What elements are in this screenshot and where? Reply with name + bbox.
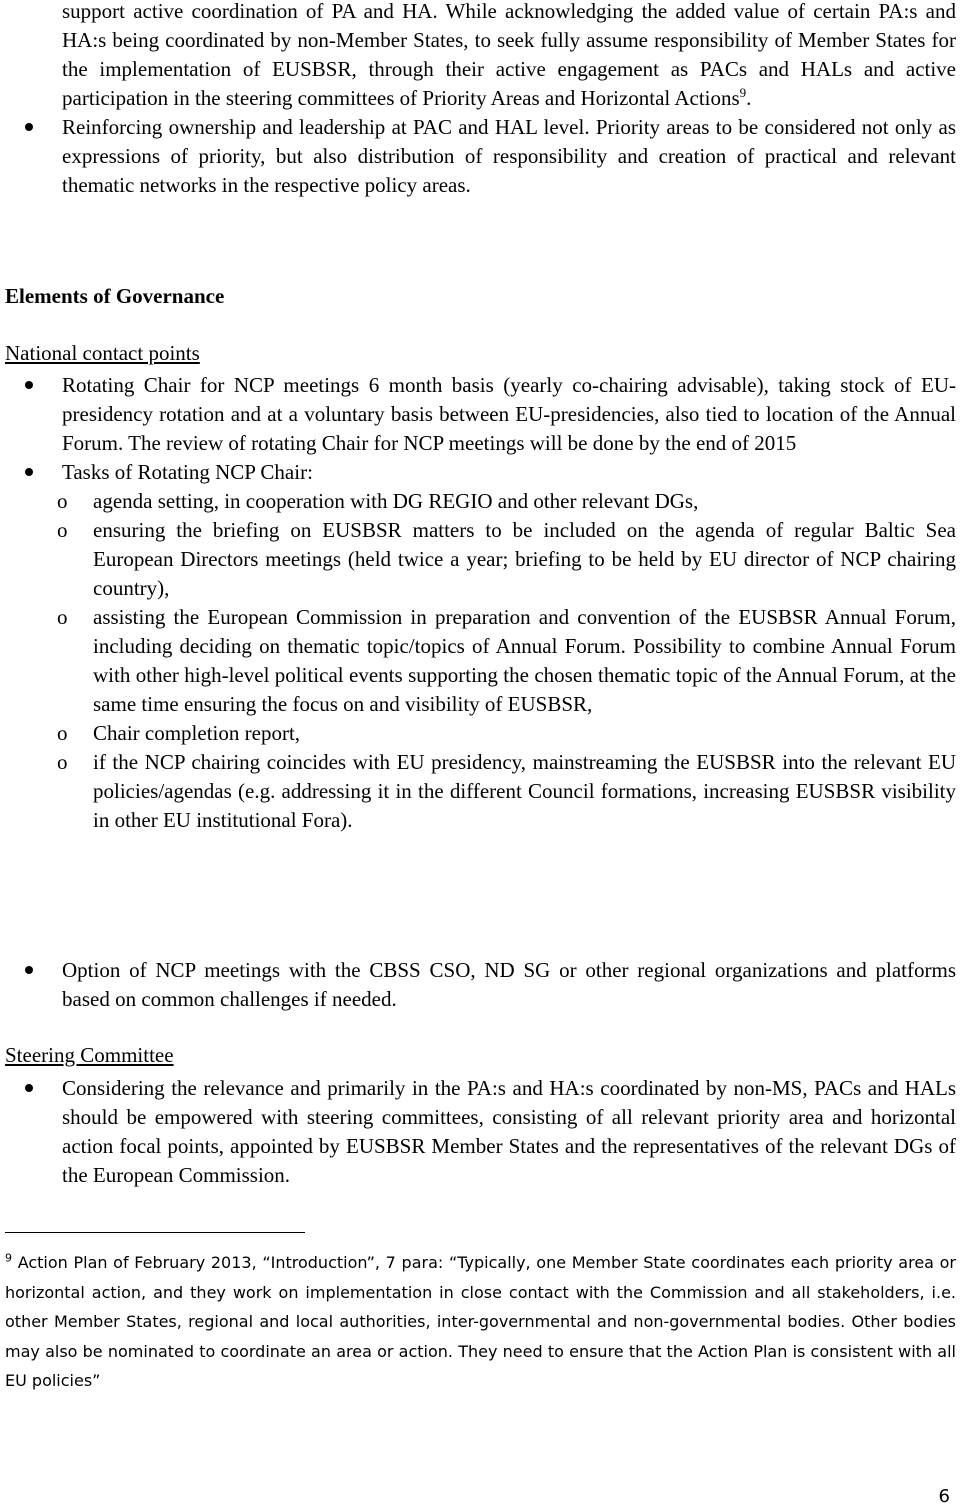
sub-bullet-marker: o	[57, 605, 68, 629]
top-bullet-list	[0, 0, 956, 200]
bullet-text: Tasks of Rotating NCP Chair:	[62, 460, 313, 484]
bullet-item-continuation	[0, 0, 956, 113]
bullet-text: support active coordination of PA and HA. While acknowledging the added value of certain PA:s and HA:s being coordinated by non-Member States, to seek fully assume responsibility of Member States for the implementation of EUSBSR, through their active engagement as PACs and HALs and active participation in the steering committees of Priority Areas and Horizontal Actions	[62, 0, 956, 110]
task-item: o agenda setting, in cooperation with DG REGIO and other relevant DGs,	[0, 487, 956, 516]
steering-bullet-list	[0, 1074, 956, 1190]
task-item: o assisting the European Commission in preparation and convention of the EUSBSR Annual Forum, including deciding on thematic topic/topics of Annual Forum. Possibility to combine Annual Forum with other high-level political events supporting the chosen thematic topic of the Annual Forum, at the same time ensuring the focus on and visibility of EUSBSR,	[57, 605, 956, 716]
ncp-bullet-option	[0, 956, 956, 1014]
task-item: o Chair completion report,	[0, 719, 956, 748]
footnote-separator	[5, 1232, 305, 1233]
sub-bullet-marker: o	[57, 750, 68, 774]
sub-bullet-marker: o	[57, 518, 68, 542]
steering-heading: Steering Committee	[5, 1043, 174, 1067]
footnote-text: Action Plan of February 2013, “Introduction”, 7 para: “Typically, one Member State coordinates each priority area or horizontal action, and they work on implementation in close contact with the Commission and all stakeholders, i.e. other Member States, regional and local authorities, inter-governmental and non-governmental bodies. Other bodies may also be nominated to coordinate an area or action. They need to ensure that the Action Plan is consistent with all EU policies”	[5, 1253, 957, 1390]
bullet-text-end: .	[746, 86, 752, 110]
bullet-text: Considering the relevance and primarily in the PA:s and HA:s coordinated by non-MS, PACs and HALs should be empowered with steering committees, consisting of all relevant priority area and horizontal action focal points, appointed by EUSBSR Member States and the representatives of the relevant DGs of the European Commission.	[62, 1076, 956, 1187]
ncp-bullet-rotating-chair	[0, 371, 956, 458]
ncp-bullet-list	[0, 371, 956, 835]
section-heading: Elements of Governance	[5, 284, 225, 308]
ncp-task-list	[0, 487, 956, 835]
bullet-text: Reinforcing ownership and leadership at PAC and HAL level. Priority areas to be considered not only as expressions of priority, but also distribution of responsibility and creation of practical and relevant thematic networks in the respective policy areas.	[62, 115, 956, 197]
footnote	[5, 1248, 956, 1396]
ncp-bullet-list-2	[0, 956, 956, 1014]
ncp-heading: National contact points	[5, 341, 200, 365]
bullet-text: Rotating Chair for NCP meetings 6 month basis (yearly co-chairing advisable), taking stock of EU-presidency rotation and at a voluntary basis between EU-presidencies, also tied to location of the Annual Forum. The review of rotating Chair for NCP meetings will be done by the end of 2015	[62, 373, 956, 455]
steering-bullet	[0, 1074, 956, 1190]
bullet-item-ownership	[0, 113, 956, 200]
task-item: o ensuring the briefing on EUSBSR matters to be included on the agenda of regular Baltic Sea European Directors meetings (held twice a year; briefing to be held by EU director of NCP chairing country),	[57, 518, 956, 600]
sub-bullet-marker: o	[57, 721, 68, 745]
page-number: 6	[938, 1486, 950, 1507]
footnote-number: 9	[5, 1251, 12, 1265]
ncp-bullet-tasks	[0, 458, 956, 835]
task-item: o if the NCP chairing coincides with EU presidency, mainstreaming the EUSBSR into the relevant EU policies/agendas (e.g. addressing it in the different Council formations, increasing EUSBSR visibility in other EU institutional Fora).	[57, 750, 956, 832]
footnote-reference[interactable]: 9	[739, 85, 747, 100]
bullet-text: Option of NCP meetings with the CBSS CSO, ND SG or other regional organizations and platforms based on common challenges if needed.	[62, 958, 956, 1011]
sub-bullet-marker: o	[57, 489, 68, 513]
